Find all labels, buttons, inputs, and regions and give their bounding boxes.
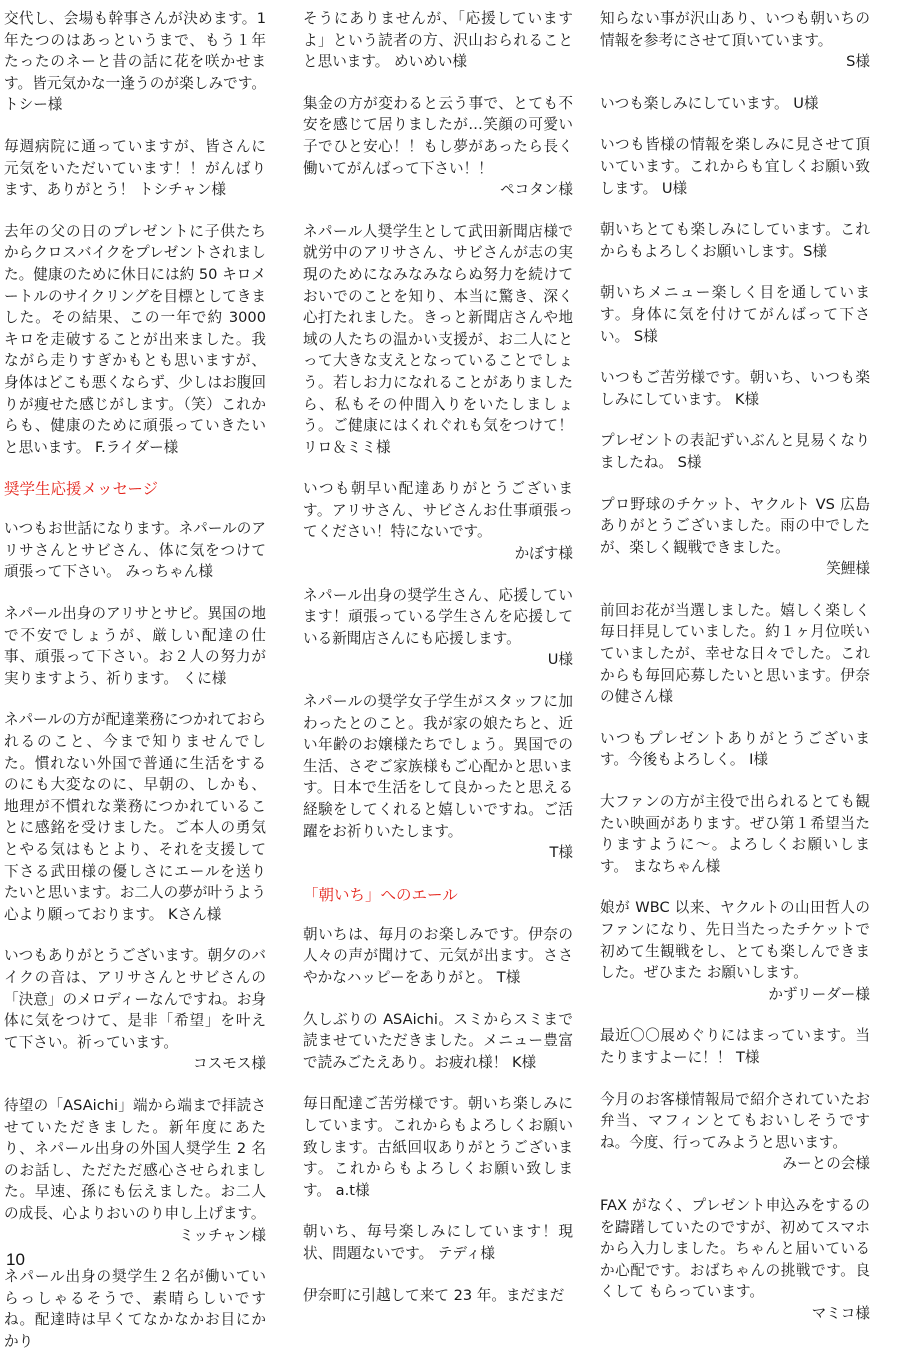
message-signature: ミッチャン様 (179, 1226, 266, 1244)
reader-message (600, 1025, 870, 1068)
message-signature: みーとの会様 (782, 1155, 870, 1173)
column-right (600, 8, 870, 1345)
section-heading: 奨学生応援メッセージ (4, 480, 159, 499)
reader-message (303, 1221, 573, 1264)
section-heading: 「朝いち」へのエール (303, 885, 458, 904)
reader-message (303, 924, 573, 989)
message-text: 毎日配達ご苦労様です。朝いち楽しみにしています。これからもよろしくお願い致します。古紙回収ありがとうございます。これからもよろしくお願い致します。 a.t様 (303, 1095, 573, 1199)
reader-message (600, 367, 870, 410)
message-text: ネパールの奨学女子学生がスタッフに加わったとのこと。我が家の娘たちと、近い年齢のお嬢様たちでしょう。異国での生活、さぞご家族様もご心配かと思います。日本で生活をして良かったと思える経験をしてくれると嬉しいですね。ご活躍をお祈りいたします。 (303, 693, 573, 840)
message-text: 朝いちは、毎月のお楽しみです。伊奈の人々の声が聞けて、元気が出ます。ささやかなハッピーをありがと。 T様 (303, 925, 573, 986)
reader-message (600, 282, 870, 347)
message-text: プレゼントの表記ずいぶんと見易くなりましたね。 S様 (600, 432, 870, 471)
message-text: そうにありませんが、「応援していますよ」という読者の方、沢山おられることと思います。 めいめい様 (303, 10, 573, 71)
message-text: いつも楽しみにしています。 U様 (600, 94, 819, 112)
reader-message (303, 1093, 573, 1201)
message-text: 最近〇〇展めぐりにはまっています。当たりますよーに！！ T様 (600, 1027, 870, 1066)
reader-message (4, 221, 266, 459)
message-text: ネパール出身の奨学生さん、応援しています！頑張っている学生さんを応援している新聞店さんにも応援します。 (303, 586, 573, 647)
message-text: 交代し、会場も幹事さんが決めます。1年たつのはあっというまで、もう１年たったのネーと昔の話に花を咲かせます。皆元気かな一逢うのが楽しみです。トシー様 (4, 10, 266, 114)
message-text: プロ野球のチケット、ヤクルト VS 広島ありがとうございました。雨の中でしたが、楽しく観戦できました。 (600, 495, 870, 556)
reader-message (303, 691, 573, 864)
reader-message (4, 945, 266, 1075)
reader-message (303, 585, 573, 671)
reader-message (4, 603, 266, 689)
message-text: FAX がなく、プレゼント申込みをするのを躊躇していたのですが、初めてスマホから入力しました。ちゃんと届いているか心配です。おばちゃんの挑戦です。良くして もらっています。 (600, 1196, 870, 1301)
reader-message (600, 219, 870, 262)
reader-message (600, 600, 870, 708)
reader-message (4, 518, 266, 583)
message-signature: S様 (846, 53, 870, 71)
reader-message (4, 8, 266, 116)
column-left (4, 8, 266, 1372)
reader-message (303, 1009, 573, 1074)
reader-message (4, 709, 266, 925)
message-text: 知らない事が沢山あり、いつも朝いちの情報を参考にさせて頂いています。 (600, 10, 870, 49)
message-text: 去年の父の日のプレゼントに子供たちからクロスバイクをプレゼントされました。健康のために休日には約 50 キロメートルのサイクリングを目標としてきました。その結果、この一年で約 3000 キロを走破することが出来ました。我ながら走りすぎかもとも思いますが、身体はどこも悪くならず、少しはお腹回りが痩せた感じがします。（笑）これからも、健康のために頑張っていきたいと思います。 F.ライダー様 (4, 222, 266, 456)
reader-message (600, 8, 870, 73)
message-signature: U様 (547, 651, 573, 669)
reader-message (303, 1285, 573, 1307)
message-text: ネパールの方が配達業務につかれておられるのこと、今まで知りませんでした。慣れない外国で普通に生活をするのにも大変なのに、早朝の、しかも、地理が不慣れな業務につかれていることに感銘を受けました。ご本人の勇気とやる気はもとより、それを支援して下さる武田様の優しさにエールを送りたいと思います。お二人の夢が叶うよう心より願っております。 Kさん様 (4, 711, 266, 923)
message-text: 久しぶりの ASAichi。スミからスミまで読ませていただきました。メニュー豊富で読みごたえあり。お疲れ様！ K様 (303, 1010, 573, 1071)
message-text: いつもお世話になります。ネパールのアリサさんとサビさん、体に気をつけて頑張って下さい。 みっちゃん様 (4, 520, 266, 581)
message-text: 大ファンの方が主役で出られるとても観たい映画があります。ぜひ第１希望当たりますように～。よろしくお願いします。 まなちゃん様 (600, 793, 870, 875)
reader-message (600, 897, 870, 1005)
reader-message (4, 1266, 266, 1352)
message-text: ネパール出身のアリサとサビ。異国の地で不安でしょうが、厳しい配達の仕事、頑張って下さい。お２人の努力が実りますよう、祈ります。 くに様 (4, 605, 266, 687)
page-number: 10 (6, 1250, 25, 1269)
message-text: 伊奈町に引越して来て 23 年。まだまだ (303, 1286, 565, 1304)
message-signature: T様 (549, 844, 573, 862)
message-text: いつもプレゼントありがとうございます。今後もよろしく。 I様 (600, 729, 870, 769)
reader-message (600, 430, 870, 473)
message-signature: かぼす様 (514, 545, 573, 563)
reader-message (600, 1195, 870, 1325)
reader-message (600, 494, 870, 580)
message-text: ネパール人奨学生として武田新聞店様で就労中のアリサさん、サビさんが志の実現のためになみなみならぬ努力を続けておいでのことを知り、本当に驚き、深く心打たれました。きっと新聞店さんや地域の人たちの温かい支援が、お二人にとって大きな支えとなっていることでしょう。若しお力になれることがありましたら、私もその仲間入りをいたしましょう。ご健康にはくれぐれも気をつけて！ リロ＆ミミ様 (303, 222, 573, 456)
reader-message (4, 1095, 266, 1246)
message-text: いつも皆様の情報を楽しみに見させて頂いています。これからも宜しくお願い致します。 U様 (600, 136, 870, 197)
reader-message (303, 221, 573, 459)
message-text: いつもご苦労様です。朝いち、いつも楽しみにしています。 K様 (600, 369, 870, 408)
message-signature: ペコタン様 (500, 181, 573, 199)
reader-message (303, 8, 573, 73)
message-text: 集金の方が変わると云う事で、とても不安を感じて居りましたが…笑顔の可愛い子でひと安心！！もし夢があったら長く働いてがんばって下さい！！ (303, 94, 573, 177)
message-signature: 笑鯉様 (826, 560, 870, 578)
reader-message (600, 93, 870, 115)
message-signature: かずリーダー様 (768, 985, 870, 1003)
message-text: 待望の「ASAichi」端から端まで拝読させていただきました。新年度にあたり、ネパール出身の外国人奨学生 2 名のお話し、ただただ感心させられました。早速、孫にも伝えました。お二人の成長、心よりおいのり申し上げます。 (4, 1096, 266, 1222)
reader-message (303, 478, 573, 564)
message-signature: コスモス様 (193, 1055, 266, 1073)
message-text: 朝いち、毎号楽しみにしています！現状、問題ないです。 テディ様 (303, 1223, 573, 1262)
column-middle (303, 8, 573, 1326)
message-text: 娘が WBC 以来、ヤクルトの山田哲人のファンになり、先日当たったチケットで初めて生観戦をし、とても楽しんできました。ぜひまた お願いします。 (600, 899, 870, 982)
message-text: 今月のお客様情報局で紹介されていたお弁当、マフィンとてもおいしそうですね。今度、行ってみようと思います。 (600, 1090, 870, 1151)
reader-message (600, 1089, 870, 1175)
message-signature: マミコ様 (811, 1304, 870, 1322)
message-text: 朝いちとても楽しみにしています。これからもよろしくお願いします。S様 (600, 221, 870, 260)
message-text: 朝いちメニュー楽しく目を通しています。身体に気を付けてがんばって下さい。 S様 (600, 284, 870, 345)
message-text: いつも朝早い配達ありがとうございます。アリサさん、サビさんお仕事頑張ってください！特にないです。 (303, 480, 573, 541)
message-text: ネパール出身の奨学生２名が働いていらっしゃるそうで、素晴らしいですね。配達時は早くてなかなかお目にかかり (4, 1268, 266, 1350)
reader-message (4, 136, 266, 201)
message-text: 前回お花が当選しました。嬉しく楽しく毎日拝見していました。約１ヶ月位咲いていましたが、幸せな日々でした。これからも毎回応募したいと思います。伊奈の健さん様 (600, 601, 870, 706)
reader-message (600, 728, 870, 771)
reader-message (600, 134, 870, 199)
reader-message (600, 791, 870, 877)
message-text: いつもありがとうございます。朝夕のバイクの音は、アリサさんとサビさんの「決意」のメロディーなんですね。お身体に気をつけて、是非「希望」を叶えて下さい。祈っています。 (4, 947, 266, 1051)
reader-message (303, 93, 573, 201)
message-text: 毎週病院に通っていますが、皆さんに元気をいただいています！！がんばります、ありがとう！ トシチャン様 (4, 137, 266, 199)
